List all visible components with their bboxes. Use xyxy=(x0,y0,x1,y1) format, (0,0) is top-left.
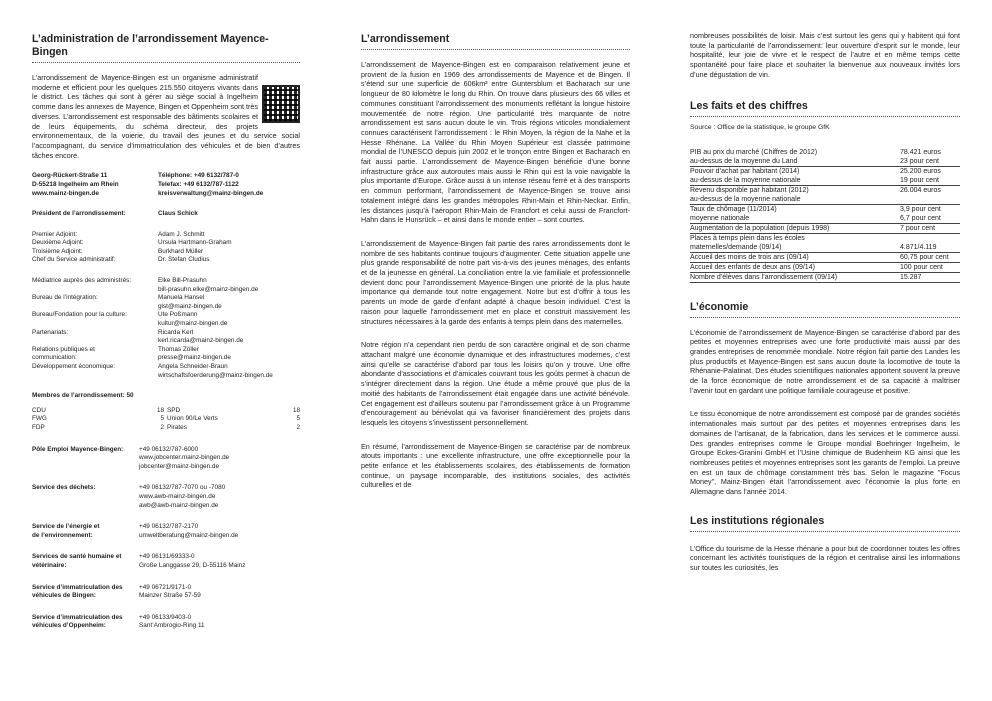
fact-label: PIB au prix du marché (Chiffres de 2012) xyxy=(690,148,818,156)
deputy-label: Deuxième Adjoint: xyxy=(32,239,84,247)
party-seats: 5 xyxy=(160,415,164,423)
fact-label: maternelles/demande (09/14) xyxy=(690,243,894,253)
service-contact: +49 06132/787-6000 www.jobcenter.mainz-bingen.de jobcenter@mainz-bingen.de xyxy=(139,445,230,470)
service-contact: +49 06721/9171-0 Mainzer Straße 57-59 xyxy=(139,583,201,600)
district-paragraph-continued: nombreuses possibilités de loisir. Mais c’est surtout les gens qui y habitent qui font toute la particularité de l’arrondissement: leur ouverture d’esprit sur le monde, leur hospitalité, leur joie de vivre et le respect de l’autre et en même temps cette spontanéité pour faire place et souhaiter la bienvenue aux nouveaux invités lors d’une dégustation de vin. xyxy=(690,31,960,79)
service-contact: +49 06133/9403-0 Sant’Ambrogio-Ring 11 xyxy=(139,613,205,630)
facts-row xyxy=(690,272,960,282)
fact-value: 4.871/4.119 xyxy=(894,243,960,253)
fact-value xyxy=(894,195,960,205)
service-label: Service d’immatriculation des véhicules d’Oppenheim: xyxy=(32,613,123,630)
deputy-name: Ursula Hartmann-Graham xyxy=(158,239,232,247)
fact-label: Augmentation de la population (depuis 1998) xyxy=(690,223,894,233)
facts-row xyxy=(690,157,960,167)
facts-row xyxy=(690,195,960,205)
facts-title: Les faits et des chiffres xyxy=(690,100,960,117)
fact-label: au-dessus de la moyenne du Land xyxy=(690,157,894,167)
deputy-label: Premier Adjoint: xyxy=(32,230,78,238)
fact-value: 7 pour cent xyxy=(894,223,960,233)
fact-value: 25.200 euros xyxy=(900,167,941,175)
service-row xyxy=(32,584,300,601)
service-row xyxy=(32,446,300,472)
qr-code-icon[interactable] xyxy=(262,85,300,123)
address-line: D-55218 Ingelheim am Rhein xyxy=(32,180,119,188)
district-column xyxy=(361,0,630,701)
district-paragraph: L’arrondissement de Mayence-Bingen fait partie des rares arrondissements dont le nombre de ses habitants continue toujours d’augmenter. Cette situation appelle une plus grande responsabilité de notre part vis-à-vis des jeunes ménages, des enfants et de la jeunesse en général. La conciliation entre la vie familiale et professionnelle devient donc pour l’arrondissement Mayence-Bingen une priorité de la plus haute importance qui demande tout notre engagement. Notre but est d’offrir à tous les parents un mode de garde d’enfant adapté à chaque besoin individuel. C’est la raison pour laquelle l’arrondissement met en place et construit massivement les structures nécessaires à la garde des enfants à temps plein dans des maternelles. xyxy=(361,238,630,326)
party-seats: 2 xyxy=(160,423,164,431)
fact-value: 3,9 pour cent xyxy=(900,205,941,213)
institutions-paragraph: L’Office du tourisme de la Hesse rhénane a pour but de coordonner toutes les offres concernant les activités touristiques de la région et centralise ainsi les informations sur toutes les curiosités, les xyxy=(690,543,960,573)
fact-value: 15.287 xyxy=(894,272,960,282)
fact-label: Taux de chômage (11/2014) xyxy=(690,205,777,213)
role-contact: Thomas Zöller presse@mainz-bingen.de Angela Schneider-Braun wirtschaftsfoerderung@mainz-bingen.de xyxy=(158,345,273,379)
service-contact: +49 06132/787-7070 ou -7080 www.awb-mainz-bingen.de awb@awb-mainz-bingen.de xyxy=(139,484,226,509)
facts-row xyxy=(690,262,960,272)
party-seats: 18 xyxy=(156,406,164,414)
facts-row xyxy=(690,233,960,243)
role-contact: Ricarda Kerl kerl.ricarda@mainz-bingen.de xyxy=(158,328,244,345)
facts-row xyxy=(690,214,960,224)
administration-title: L’administration de l’arrondissement Mayence-Bingen xyxy=(32,33,300,63)
administration-column xyxy=(32,0,300,701)
fact-value: 100 pour cent xyxy=(894,262,960,272)
deputies-block xyxy=(32,231,300,265)
deputy-name: Dr. Stefan Cludius xyxy=(158,256,210,264)
fact-label: au-dessus de la moyenne nationale xyxy=(690,195,894,205)
facts-row xyxy=(690,243,960,253)
facts-column xyxy=(690,0,960,701)
institutions-title: Les institutions régionales xyxy=(690,515,960,532)
service-contact: +49 06131/69333-0 Große Langgasse 29, D-55116 Mainz xyxy=(139,553,246,569)
fact-value: 26.004 euros xyxy=(900,186,941,194)
facts-row xyxy=(690,204,960,214)
fact-value xyxy=(894,233,960,243)
party-seats: 18 xyxy=(292,406,300,414)
phone-number: Téléphone: +49 6132/787-0 xyxy=(158,172,239,180)
address-line: Georg-Rückert-Straße 11 xyxy=(32,172,108,180)
service-row xyxy=(32,484,300,510)
deputy-label: Chef du Service administratif: xyxy=(32,256,116,264)
service-label: Service de l’énergie et de l’environnement: xyxy=(32,523,100,539)
president-row xyxy=(32,210,300,219)
fact-label: Pouvoir d’achat par habitant (2014) xyxy=(690,167,800,175)
party-name: FDP xyxy=(32,423,45,431)
deputy-name: Adam J. Schmitt xyxy=(158,230,205,238)
service-label: Pôle Emploi Mayence-Bingen: xyxy=(32,445,124,453)
district-title: L’arrondissement xyxy=(361,33,630,50)
party-table xyxy=(32,407,300,433)
facts-row xyxy=(690,252,960,262)
service-label: Services de santé humaine et vétérinaire: xyxy=(32,553,122,569)
service-label: Service d’immatriculation des véhicules de Bingen: xyxy=(32,583,123,600)
role-contact: Manuela Hansel glst@mainz-bingen.de xyxy=(158,294,222,310)
members-title-text: Membres de l’arrondissement: 50 xyxy=(32,392,134,400)
facts-row xyxy=(690,148,960,157)
president-label: Président de l’arrondissement: xyxy=(32,210,126,218)
party-name: Union 90/Le Verts xyxy=(167,415,218,423)
email-link[interactable]: kreisverwaltung@mainz-bingen.de xyxy=(158,189,264,197)
fact-label: Nombre d’élèves dans l’arrondissement (09/14) xyxy=(690,272,894,282)
facts-source: Source : Office de la statistique, le groupe GfK xyxy=(690,123,830,131)
deputy-name: Burkhard Müller xyxy=(158,247,204,255)
fact-value: 6,7 pour cent xyxy=(894,214,960,224)
facts-row xyxy=(690,176,960,186)
president-name: Claus Schick xyxy=(158,210,198,218)
party-name: FWG xyxy=(32,415,47,423)
fact-label: Revenu disponible par habitant (2012) xyxy=(690,186,809,194)
fax-number: Telefax: +49 6132/787-1122 xyxy=(158,180,239,188)
role-label: Bureau de l’intégration: xyxy=(32,294,98,302)
party-name: Pirates xyxy=(167,423,187,431)
roles-block xyxy=(32,277,300,380)
economy-title: L’économie xyxy=(690,301,960,318)
role-contact: Elke Bill-Prasuhn bill-prasuhn.elke@mainz-bingen.de xyxy=(158,277,259,293)
facts-table xyxy=(690,148,960,283)
service-row xyxy=(32,523,300,540)
district-paragraph: L’arrondissement de Mayence-Bingen est en comparaison relativement jeune et provient de la fusion en 1969 des arrondissements de Mayence et de Bingen. Il s’étend sur une superficie de 606km² entre Guntersblum et Bacharach sur une longueur de 80 kilomètre le long du Rhin. On trouve dans plusieurs des 66 villes et communes constituant l’arrondissement des monuments reflétant la longue histoire mouvementée de notre région. Une particularité très marquante de notre arrondissement est sans aucun doute le vin. Trois régions viticoles mondialement connues caractérisent l’arrondissement : le Rhin Moyen, la région de la Nahe et la Hesse Rhénane. La Vallée du Rhin Moyen Supérieur est classée patrimoine mondial de l’UNESCO depuis juin 2002 et le tronçon entre Bingen et Bacharach en fait aussi partie. L’arrondissement de Mayence-Bingen bénéficie d’une bonne infrastructure grâce aux autoroutes mais aussi le Rhin qui est la voie navigable la plus importante d’Europe. Grâce aussi à un intense réseau ferré et à des transports en commun performant, l’arrondissement de Mayence-Bingen se trouve ainsi totalement intégré dans les grandes métropoles Rhin-Main et Rhin-Neckar. Enfin, les distances jusqu’à l’aéroport Rhin-Main de Francfort et celui aussi de Francfort-Hahn dans le Hunsrück – et ainsi dans le monde entier – sont courtes. xyxy=(361,60,630,225)
fact-value: 60,75 pour cent xyxy=(894,252,960,262)
fact-label: Accueil des enfants de deux ans (09/14) xyxy=(690,262,894,272)
party-name: CDU xyxy=(32,406,46,414)
deputy-label: Troisième Adjoint: xyxy=(32,247,83,255)
facts-row xyxy=(690,166,960,176)
address-block xyxy=(32,172,300,198)
economy-paragraph: L’économie de l’arrondissement de Mayence-Bingen se caractérise d’abord par des petites et moyennes entreprises avec une forte productivité mais aussi par des grandes entreprises de renommée mondiale. Notre région fait partie des Landes les plus productifs et Mayence-Bingen est sans aucun doute la locomotive de toute la Rhénanie-Palatinat. Des études scientifiques nationales apportent souvent la preuve de la force économique de notre arrondissement et de sa capacité à maîtriser l’avenir tout en gardant une politique familiale courageuse et positive. xyxy=(690,327,960,395)
fact-value: 78.421 euros xyxy=(900,148,941,156)
party-name: SPD xyxy=(167,406,181,414)
party-seats: 2 xyxy=(296,423,300,431)
facts-row xyxy=(690,223,960,233)
role-label: Partenariats: xyxy=(32,328,69,336)
website-link[interactable]: www.mainz-bingen.de xyxy=(32,189,99,197)
facts-row xyxy=(690,185,960,195)
fact-label: Accueil des moins de trois ans (09/14) xyxy=(690,252,894,262)
fact-value: 19 pour cent xyxy=(894,176,960,186)
service-row xyxy=(32,553,300,570)
members-title xyxy=(32,392,300,401)
fact-label: moyenne nationale xyxy=(690,214,894,224)
service-row xyxy=(32,614,300,631)
service-label: Service des déchets: xyxy=(32,484,96,492)
economy-paragraph: Le tissu économique de notre arrondissement est composé par de grandes sociétés internationales mais surtout par des petites et moyennes entreprises dans les domaines de l’artisanat, de la fabrication, dans les services et le commerce aussi. Des grandes entreprises comme le Groupe mondial Boehringer Ingelheim, le Groupe Eckes-Granini GmbH et l’Usine chimique de Budenheim KG ainsi que les nombreuses petites et moyennes entreprises sont les garants de l’emploi. La preuve en est un taux de chômage constamment très bas. Selon le magazine "Focus Money", Mainz-Bingen était l’arrondissement avec l’économie la plus forte en Allemagne dans l’année 2014. xyxy=(690,409,960,497)
party-seats: 5 xyxy=(296,415,300,423)
district-paragraph: En résumé, l’arrondissement de Mayence-Bingen se caractérise par de nombreux atouts importants : une excellente infrastructure, une offre exceptionnelle pour la petite enfance et les établissements scolaires, des établissements de formation continue, un paysage incomparable, des institutions sociales, des activités culturelles et de xyxy=(361,441,630,490)
fact-label: Places à temps plein dans les écoles xyxy=(690,234,805,242)
role-label: Médiatrice auprès des administrés: xyxy=(32,277,132,285)
fact-label: au-dessus de la moyenne nationale xyxy=(690,176,894,186)
role-contact: Ute Poßmann kultur@mainz-bingen.de xyxy=(158,311,228,328)
administration-intro: L’arrondissement de Mayence-Bingen est un organisme administratif moderne et efficient pour les quelques 215.550 citoyens vivants dans le district. Les tâches qui sont à gérer au siège social à Ingelheim comme dans les annexes de Mayence, Bingen et Oppenheim sont très diverses. L’arrondissement est responsable des bâtiments scolaires et de leurs équipements, du schéma directeur, des projets environnementaux, de la voierie, du travail des jeunes et du service social l’accompagnant, du service d’immatriculation des véhicules et de bien d’autres tâches encore. xyxy=(32,73,300,160)
district-paragraph: Notre région n’a cependant rien perdu de son caractère original et de son charme attachant malgré une économie dynamique et des infrastructures modernes, c’est ainsi qu’elle se caractérise d’abord par tous les loisirs qu’on y trouve. Une offre abondante d’associations et d’amicales couvrant tous les goûts permet à chacun de s’intégrer directement dans la région. Une étude a même prouvé que plus de la moitié des habitants de l’arrondissement était engagée dans une activité bénévole. Cet engagement est d’ailleurs soutenu par l’arrondissement grâce à un Programme d’encouragement au bénévolat qui va favoriser financièrement des projets dans lesquels les citoyens s’investissent personnellement. xyxy=(361,340,630,427)
service-contact: +49 06132/787-2170 umweltberatung@mainz-bingen.de xyxy=(139,523,239,539)
role-label: Relations publiques et communication: Développement économique: xyxy=(32,345,116,371)
role-label: Bureau/Fondation pour la culture: xyxy=(32,311,127,319)
fact-value: 23 pour cent xyxy=(894,157,960,167)
